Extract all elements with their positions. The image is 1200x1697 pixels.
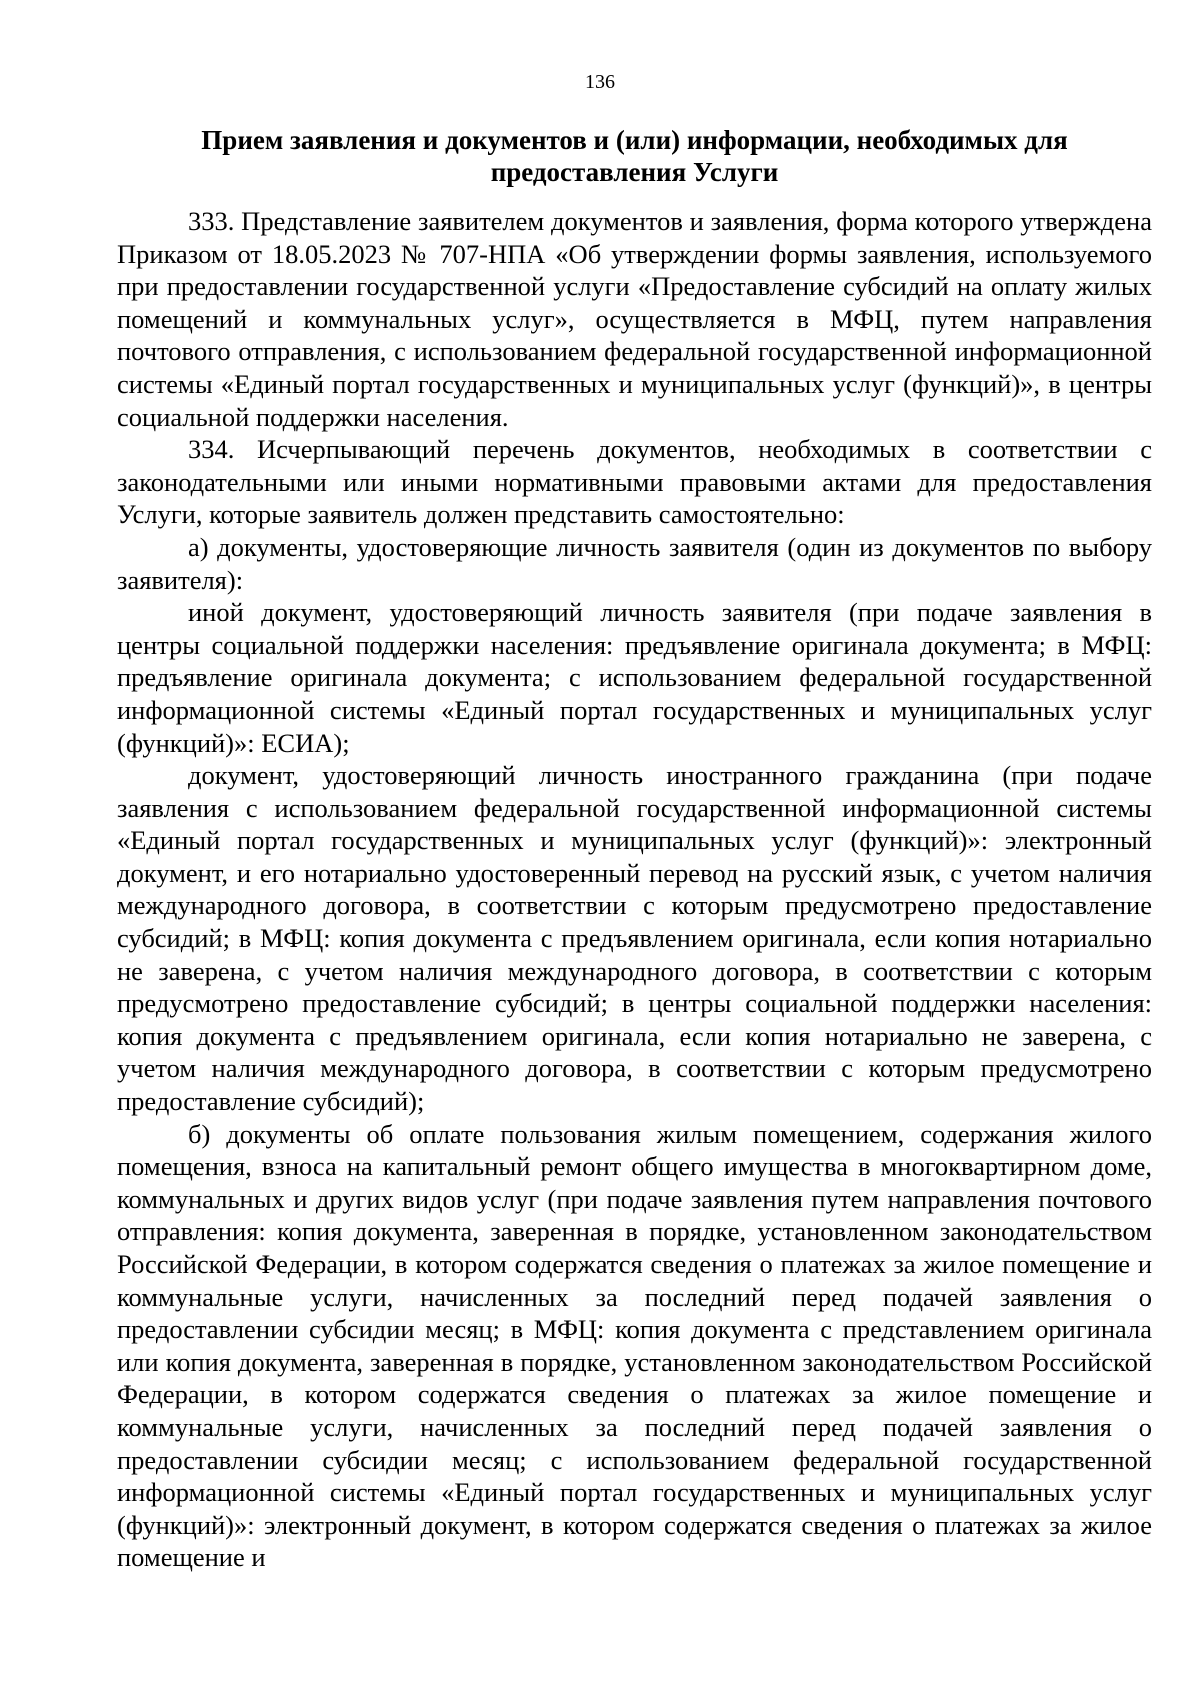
section-heading: Прием заявления и документов и (или) информации, необходимых для предоставления Услуги: [201, 125, 1068, 187]
paragraph-334: 334. Исчерпывающий перечень документов, необходимых в соответствии с законодательными или иными нормативными правовыми актами для предоставления Услуги, которые заявитель должен представить самостоятельно:: [117, 434, 1152, 530]
paragraph-foreign-id-document: документ, удостоверяющий личность иностранного гражданина (при подаче заявления с использованием федеральной государственной информационной системы «Единый портал государственных и муниципальных услуг (функций)»: электронный документ, и его нотариально удостоверенный перевод на русский язык, с учетом наличия международного договора, в соответствии с которым предусмотрено предоставление субсидий; в МФЦ: копия документа с предъявлением оригинала, если копия нотариально не заверена, с учетом наличия международного договора, в соответствии с которым предусмотрено предоставление субсидий; в центры социальной поддержки населения: копия документа с предъявлением оригинала, если копия нотариально не заверена, с учетом наличия международного договора, в соответствии с которым предусмотрено предоставление субсидий);: [117, 760, 1152, 1117]
paragraph-item-b: б) документы об оплате пользования жилым помещением, содержания жилого помещения, взноса на капитальный ремонт общего имущества в многоквартирном доме, коммунальных и других видов услуг (при подаче заявления путем направления почтового отправления: копия документа, заверенная в порядке, установленном законодательством Российской Федерации, в котором содержатся сведения о платежах за жилое помещение и коммунальные услуги, начисленных за последний перед подачей заявления о предоставлении субсидии месяц; в МФЦ: копия документа с представлением оригинала или копия документа, заверенная в порядке, установленном законодательством Российской Федерации, в котором содержатся сведения о платежах за жилое помещение и коммунальные услуги, начисленных за последний перед подачей заявления о предоставлении субсидии месяц; с использованием федеральной государственной информационной системы «Единый портал государственных и муниципальных услуг (функций)»: электронный документ, в котором содержатся сведения о платежах за жилое помещение и: [117, 1118, 1152, 1573]
body-text: [117, 205, 1152, 1574]
page-number: 136: [585, 71, 615, 93]
paragraph-item-a: а) документы, удостоверяющие личность заявителя (один из документов по выбору заявителя):: [117, 531, 1152, 595]
paragraph-333: 333. Представление заявителем документов и заявления, форма которого утверждена Приказом от 18.05.2023 № 707-НПА «Об утверждении формы заявления, используемого при предоставлении государственной услуги «Предоставление субсидий на оплату жилых помещений и коммунальных услуг», осуществляется в МФЦ, путем направления почтового отправления, с использованием федеральной государственной информационной системы «Единый портал государственных и муниципальных услуг (функций)», в центры социальной поддержки населения.: [117, 206, 1152, 432]
paragraph-other-id-document: иной документ, удостоверяющий личность заявителя (при подаче заявления в центры социальной поддержки населения: предъявление оригинала документа; в МФЦ: предъявление оригинала документа; с использованием федеральной государственной информационной системы «Единый портал государственных и муниципальных услуг (функций)»: ЕСИА);: [117, 597, 1152, 758]
